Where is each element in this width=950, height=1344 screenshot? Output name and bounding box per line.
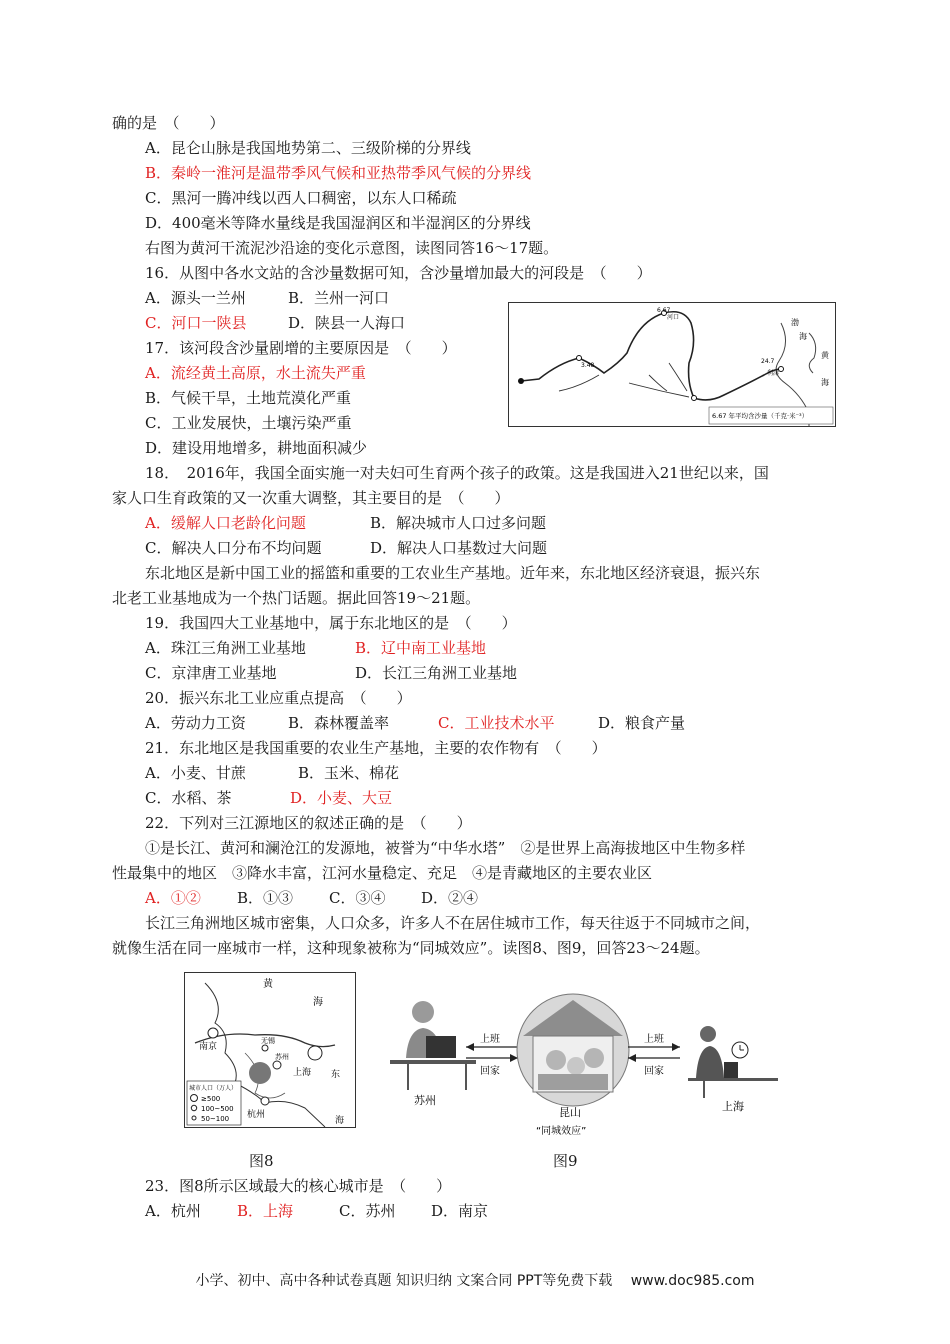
sea-label-huang: 黄 bbox=[821, 351, 829, 360]
map-legend-text: 6.67 年平均含沙量（千克·米⁻³） bbox=[712, 412, 809, 420]
tributary-tao bbox=[559, 375, 599, 391]
suzhou-worker-icon bbox=[390, 1001, 476, 1090]
q16-option-c-answer: C．河口一陕县 bbox=[145, 314, 247, 332]
q15-option-d: D．400毫米等降水量线是我国湿润区和半湿润区的分界线 bbox=[145, 214, 531, 232]
q20-option-a: A．劳动力工资 bbox=[145, 714, 246, 732]
value-lanzhou: 3.48 bbox=[581, 362, 595, 369]
fig9-label-effect: “同城效应” bbox=[536, 1126, 587, 1137]
q17-option-a-answer: A．流经黄土高原，水土流失严重 bbox=[145, 364, 366, 382]
q16-option-b: B．兰州一河口 bbox=[288, 289, 390, 307]
q20-option-d: D．粮食产量 bbox=[598, 714, 686, 732]
source-point bbox=[518, 378, 524, 384]
figure-8-map bbox=[184, 972, 356, 1128]
q18-option-d: D．解决人口基数过大问题 bbox=[370, 539, 548, 557]
q16-17-intro: 右图为黄河干流泥沙沿途的变化示意图，读图同答16～17题。 bbox=[145, 239, 559, 257]
q23-24-intro-2: 就像生活在同一座城市一样，这种现象被称为“同城效应”。读图8、图9，回答23～24题。 bbox=[112, 939, 710, 957]
q16-option-d: D．陕县一人海口 bbox=[288, 314, 406, 332]
q18-option-c: C．解决人口分布不均问题 bbox=[145, 539, 322, 557]
yellow-river-map-svg bbox=[509, 303, 835, 426]
station-hekou-label: 河口 bbox=[667, 314, 680, 321]
q19-option-a: A．珠江三角洲工业基地 bbox=[145, 639, 306, 657]
value-hekou: 6.67 bbox=[657, 307, 671, 314]
legend-circle-medium bbox=[191, 1105, 196, 1110]
q17-option-b: B．气候干旱，土地荒漠化严重 bbox=[145, 389, 352, 407]
q22-option-c: C．③④ bbox=[329, 889, 386, 907]
station-lijin-label: 利津 bbox=[767, 370, 780, 377]
tributary-fen bbox=[669, 363, 687, 391]
label-hangzhou: 杭州 bbox=[247, 1110, 266, 1120]
q22-statement-1: ①是长江、黄河和澜沧江的发源地，被誉为“中华水塔” ②是世界上高海拔地区中生物多样 bbox=[145, 839, 746, 857]
q21-option-b: B．玉米、棉花 bbox=[298, 764, 400, 782]
q19-option-d: D．长江三角洲工业基地 bbox=[355, 664, 518, 682]
lanzhou-station bbox=[577, 356, 582, 361]
figure-9-svg bbox=[388, 974, 788, 1140]
fig9-label-suzhou: 苏州 bbox=[414, 1094, 436, 1107]
q20-option-b: B．森林覆盖率 bbox=[288, 714, 390, 732]
label-shanghai: 上海 bbox=[293, 1068, 312, 1078]
q19-option-b-answer: B．辽中南工业基地 bbox=[355, 639, 487, 657]
yellow-river-map bbox=[508, 302, 836, 427]
fig9-left-go-home: 回家 bbox=[480, 1066, 500, 1077]
q18-options-cd bbox=[145, 537, 547, 559]
q20-stem: 20．振兴东北工业应重点提高 （ ） bbox=[145, 689, 412, 707]
q17-option-c: C．工业发展快，土壤污染严重 bbox=[145, 414, 352, 432]
q23-option-a: A．杭州 bbox=[145, 1202, 201, 1220]
lake-taihu bbox=[249, 1062, 271, 1084]
q21-option-c: C．水稻、茶 bbox=[145, 789, 232, 807]
q22-stem: 22．下列对三江源地区的叙述正确的是 （ ） bbox=[145, 814, 472, 832]
peninsula bbox=[809, 333, 816, 373]
sea-label-bo: 渤 bbox=[791, 318, 799, 327]
label-hai2: 海 bbox=[335, 1116, 345, 1126]
q23-24-intro-1: 长江三角洲地区城市密集，人口众多，许多人不在居住城市工作，每天往返于不同城市之间， bbox=[145, 914, 761, 932]
q18-stem-2: 家人口生育政策的又一次重大调整，其主要目的是 （ ） bbox=[112, 489, 510, 507]
legend-circle-large bbox=[191, 1095, 198, 1102]
q15-option-a: A．昆仑山脉是我国地势第二、三级阶梯的分界线 bbox=[145, 139, 471, 157]
q18-option-a-answer: A．缓解人口老龄化问题 bbox=[145, 514, 306, 532]
q21-options-ab bbox=[145, 762, 399, 784]
q16-option-a: A．源头一兰州 bbox=[145, 289, 246, 307]
fig8-legend-2: 100~500 bbox=[201, 1105, 234, 1113]
city-hangzhou-marker bbox=[261, 1097, 269, 1105]
q23-stem: 23．图8所示区域最大的核心城市是 （ ） bbox=[145, 1177, 452, 1195]
sea-label-hai: 海 bbox=[799, 332, 807, 341]
shanxian-station bbox=[692, 396, 697, 401]
q16-options-ab bbox=[145, 287, 389, 309]
fig9-left-go-work: 上班 bbox=[480, 1034, 500, 1045]
page-footer: 小学、初中、高中各种试卷真题 知识归纳 文案合同 PPT等免费下载 www.doc985.com bbox=[195, 1273, 755, 1289]
q19-stem: 19．我国四大工业基地中，属于东北地区的是 （ ） bbox=[145, 614, 517, 632]
q20-option-c-answer: C．工业技术水平 bbox=[438, 714, 555, 732]
sea-label-hai2: 海 bbox=[821, 378, 829, 387]
fig8-legend-1: ≥500 bbox=[201, 1095, 221, 1103]
q16-stem: 16．从图中各水文站的含沙量数据可知，含沙量增加最大的河段是 （ ） bbox=[145, 264, 652, 282]
lijin-station bbox=[779, 367, 784, 372]
q17-stem: 17．该河段含沙量剧增的主要原因是 （ ） bbox=[145, 339, 457, 357]
tributary-wei bbox=[629, 383, 689, 397]
value-lijin: 24.7 bbox=[761, 358, 775, 365]
q22-option-b: B．①③ bbox=[237, 889, 294, 907]
q21-option-a: A．小麦、甘蔗 bbox=[145, 764, 246, 782]
q18-options-ab bbox=[145, 512, 546, 534]
q22-option-d: D．②④ bbox=[421, 889, 479, 907]
fig9-right-go-work: 上班 bbox=[644, 1034, 664, 1045]
q19-21-intro-1: 东北地区是新中国工业的摇篮和重要的工农业生产基地。近年来，东北地区经济衰退，振兴东 bbox=[145, 564, 761, 582]
city-nanjing-marker bbox=[208, 1028, 218, 1038]
fig9-label-shanghai: 上海 bbox=[722, 1100, 744, 1113]
q20-options bbox=[145, 712, 685, 734]
fig9-label-kunshan: 昆山 bbox=[559, 1106, 581, 1119]
fig9-right-go-home: 回家 bbox=[644, 1066, 664, 1077]
yellow-river-main bbox=[521, 312, 781, 400]
q19-21-intro-2: 北老工业基地成为一个热门话题。据此回答19～21题。 bbox=[112, 589, 481, 607]
q23-option-b-answer: B．上海 bbox=[237, 1202, 294, 1220]
label-dong: 东 bbox=[331, 1070, 341, 1080]
fig8-legend-3: 50~100 bbox=[201, 1115, 230, 1123]
arrowhead-left-1 bbox=[466, 1043, 474, 1051]
q21-options-cd bbox=[145, 787, 392, 809]
q19-option-c: C．京津唐工业基地 bbox=[145, 664, 277, 682]
arrowhead-right-1 bbox=[672, 1043, 680, 1051]
q23-option-c: C．苏州 bbox=[339, 1202, 396, 1220]
q15-stem-tail: 确的是 （ ） bbox=[112, 114, 225, 132]
q17-option-d: D．建设用地增多，耕地面积减少 bbox=[145, 439, 368, 457]
figure-8-svg bbox=[185, 973, 355, 1127]
kunshan-house-icon bbox=[517, 994, 629, 1106]
q21-stem: 21．东北地区是我国重要的农业生产基地，主要的农作物有 （ ） bbox=[145, 739, 607, 757]
legend-circle-small bbox=[192, 1116, 196, 1120]
figure-9-illustration bbox=[388, 974, 788, 1140]
q18-option-b: B．解决城市人口过多问题 bbox=[370, 514, 547, 532]
label-suzhou: 苏州 bbox=[275, 1053, 289, 1061]
q18-stem-1: 18． 2016年，我国全面实施一对夫妇可生育两个孩子的政策。这是我国进入21世纪以来，国 bbox=[145, 464, 769, 482]
city-wuxi-marker bbox=[262, 1045, 268, 1051]
city-shanghai-marker bbox=[308, 1046, 322, 1060]
label-hai: 海 bbox=[313, 997, 323, 1008]
q15-option-c: C．黑河一腾冲线以西人口稠密，以东人口稀疏 bbox=[145, 189, 457, 207]
label-wuxi: 无锡 bbox=[261, 1037, 275, 1045]
q22-option-a-answer: A．①② bbox=[145, 889, 201, 907]
city-suzhou-marker bbox=[273, 1061, 281, 1069]
shanghai-worker-icon bbox=[688, 1026, 778, 1098]
q23-options bbox=[145, 1200, 488, 1222]
q23-option-d: D．南京 bbox=[431, 1202, 489, 1220]
q22-options bbox=[145, 887, 478, 909]
q15-option-b-answer: B．秦岭一淮河是温带季风气候和亚热带季风气候的分界线 bbox=[145, 164, 532, 182]
q19-options-cd bbox=[145, 662, 517, 684]
q22-statement-2: 性最集中的地区 ③降水丰富，江河水量稳定、充足 ④是青藏地区的主要农业区 bbox=[112, 864, 653, 882]
figure-8-caption: 图8 bbox=[249, 1152, 274, 1170]
figure-9-caption: 图9 bbox=[553, 1152, 578, 1170]
fig8-legend-title: 城市人口（万人） bbox=[189, 1085, 238, 1092]
q21-option-d-answer: D．小麦、大豆 bbox=[290, 789, 393, 807]
q16-options-cd bbox=[145, 312, 405, 334]
label-huang: 黄 bbox=[263, 979, 273, 990]
q19-options-ab bbox=[145, 637, 486, 659]
label-nanjing: 南京 bbox=[199, 1042, 218, 1052]
